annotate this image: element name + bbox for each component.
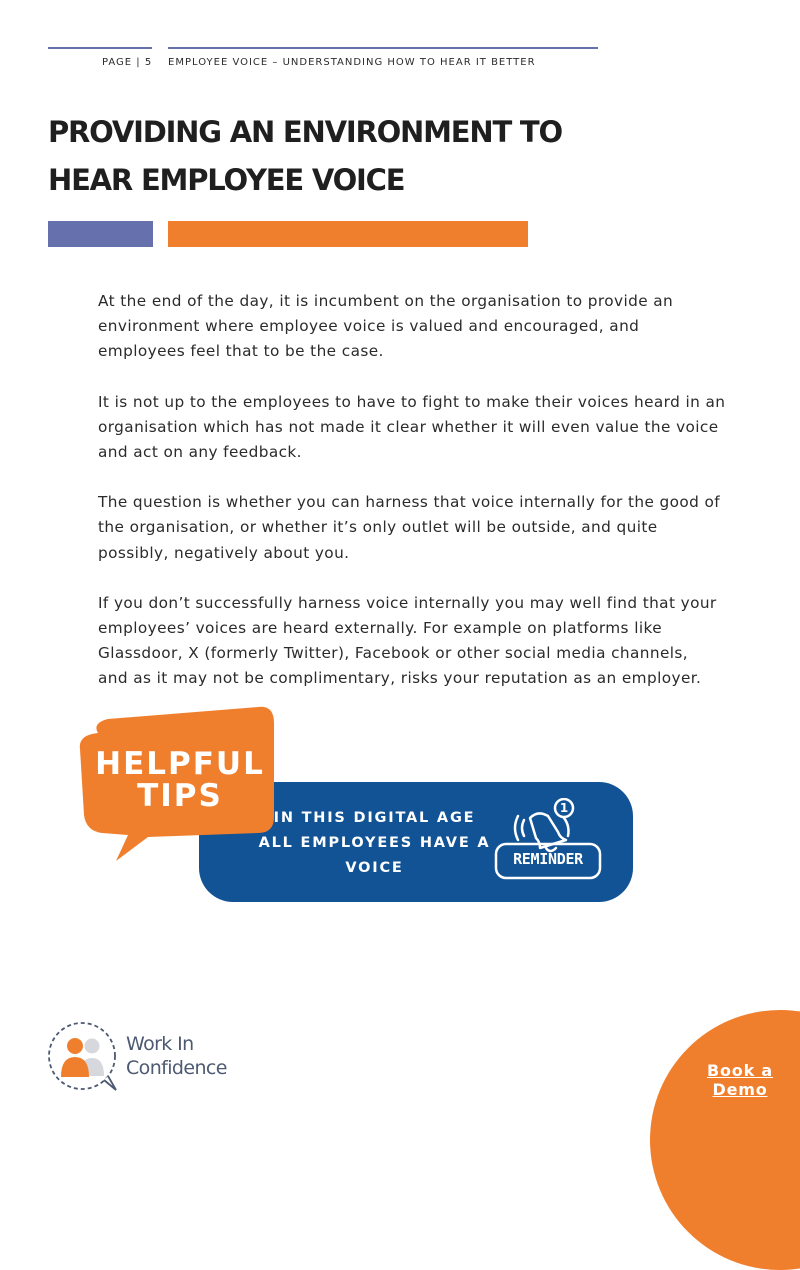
title-line-1: PROVIDING AN ENVIRONMENT TO: [48, 115, 562, 149]
header-rule-right: [168, 47, 598, 49]
bubble-line-2: TIPS: [137, 778, 223, 814]
bubble-line-1: HELPFUL: [95, 746, 265, 782]
logo-text: Work In Confidence: [126, 1033, 227, 1079]
book-demo-link[interactable]: Book a Demo: [707, 1061, 773, 1099]
bell-icon: [494, 798, 606, 884]
title-accent-bar-blue: [48, 221, 153, 247]
reminder-count: 1: [559, 801, 569, 815]
title-line-2: HEAR EMPLOYEE VOICE: [48, 163, 405, 197]
people-icon: [46, 1020, 122, 1096]
paragraph: If you don’t successfully harness voice internally you may well find that your employees’ voices are heard externally. For example on platforms like Glassdoor, X (formerly Twitter), Facebook or other social media channels, and as it may not be complimentary, risks your reputation as an employer.: [98, 593, 717, 688]
page-number-text: PAGE | 5: [102, 57, 153, 68]
title-accent-bar-orange: [168, 221, 528, 247]
page-title: [48, 108, 668, 204]
body-text: [98, 289, 758, 717]
paragraph: It is not up to the employees to have to fight to make their voices heard in an organisation which has not made it clear whether it will even value the voice and act on any feedback.: [98, 392, 726, 462]
page-number: [102, 57, 152, 68]
helpful-tips-label: [90, 748, 270, 812]
tip-message: IN THIS DIGITAL AGE ALL EMPLOYEES HAVE A VOICE: [258, 810, 491, 876]
paragraph: At the end of the day, it is incumbent on the organisation to provide an environment where employee voice is valued and encouraged, and employees feel that to be the case.: [98, 292, 674, 361]
reminder-label: REMINDER: [513, 850, 583, 868]
running-title: EMPLOYEE VOICE – UNDERSTANDING HOW TO HEAR IT BETTER: [168, 57, 536, 68]
paragraph: The question is whether you can harness that voice internally for the good of the organisation, or whether it’s only outlet will be outside, and quite possibly, negatively about you.: [98, 493, 721, 562]
book-demo-badge[interactable]: [650, 1010, 800, 1270]
header-rule-left: [48, 47, 152, 49]
